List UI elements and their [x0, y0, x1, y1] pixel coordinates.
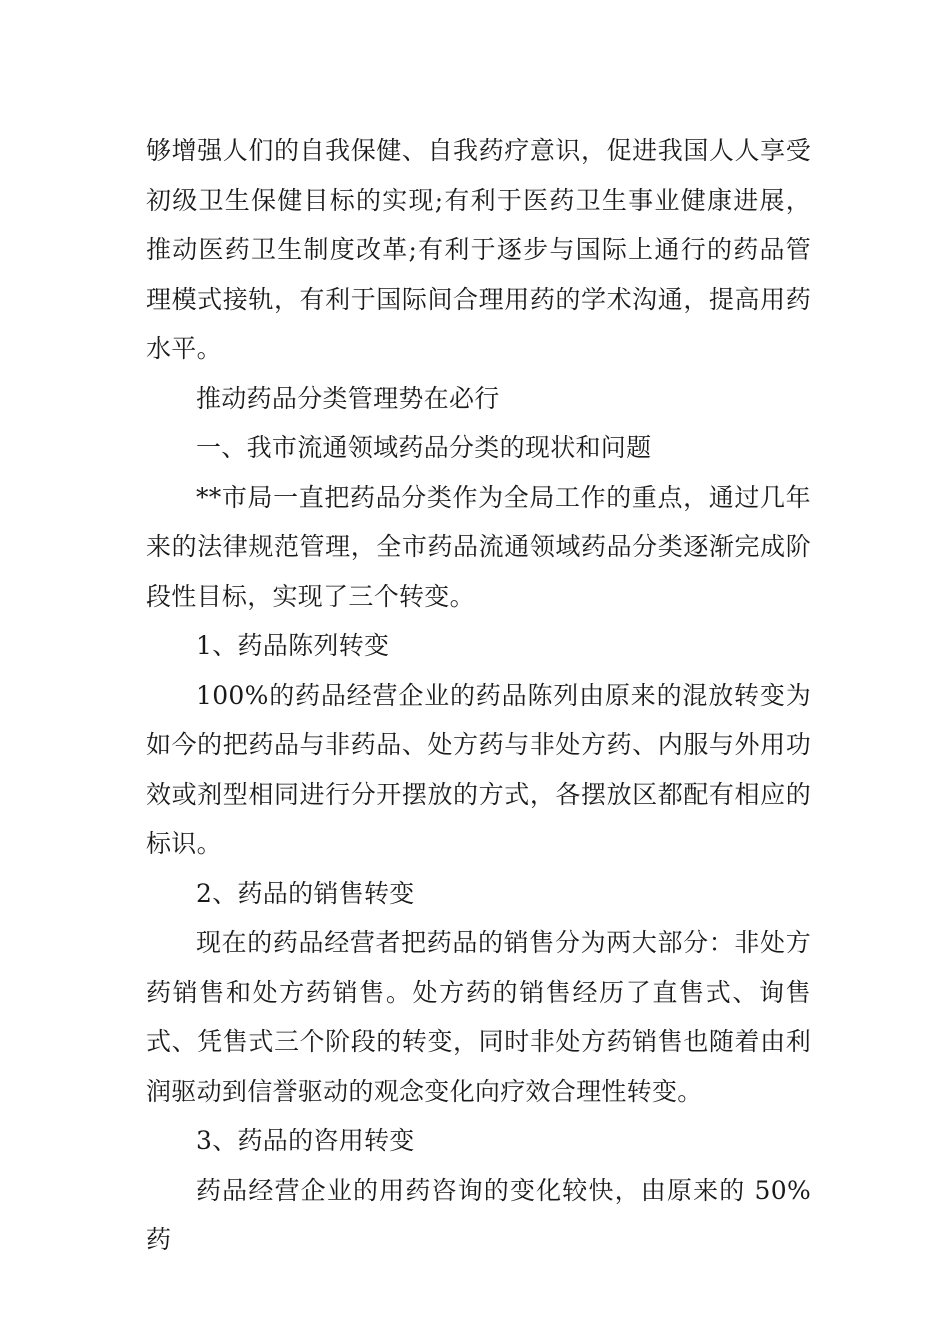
section-heading-1: 一、我市流通领域药品分类的现状和问题 [196, 433, 652, 462]
paragraph-sales: 现在的药品经营者把药品的销售分为两大部分：非处方药销售和处方药销售。处方药的销售经历了直售式、询售式、凭售式三个阶段的转变，同时非处方药销售也随着由利润驱动到信誉驱动的观念变化向疗效合理性转变。 [146, 928, 811, 1106]
subheading-display: 1、药品陈列转变 [196, 631, 390, 660]
subheading-consult: 3、药品的咨用转变 [196, 1126, 415, 1155]
paragraph-continuation: 够增强人们的自我保健、自我药疗意识，促进我国人人享受初级卫生保健目标的实现;有利于医药卫生事业健康进展，推动医药卫生制度改革;有利于逐步与国际上通行的药品管理模式接轨，有利于国际间合理用药的学术沟通，提高用药水平。 [146, 136, 811, 363]
subheading-sales: 2、药品的销售转变 [196, 878, 415, 908]
paragraph-display: 100%的药品经营企业的药品陈列由原来的混放转变为如今的把药品与非药品、处方药与非处方药、内服与外用功效或剂型相同进行分开摆放的方式，各摆放区都配有相应的标识。 [146, 680, 811, 858]
paragraph-heading-promote: 推动药品分类管理势在必行 [196, 383, 500, 413]
paragraph-intro: **市局一直把药品分类作为全局工作的重点，通过几年来的法律规范管理，全市药品流通领域药品分类逐渐完成阶段性目标，实现了三个转变。 [146, 482, 811, 611]
paragraph-consult: 药品经营企业的用药咨询的变化较快，由原来的 50%药 [146, 1175, 811, 1254]
body-text [146, 126, 811, 1265]
